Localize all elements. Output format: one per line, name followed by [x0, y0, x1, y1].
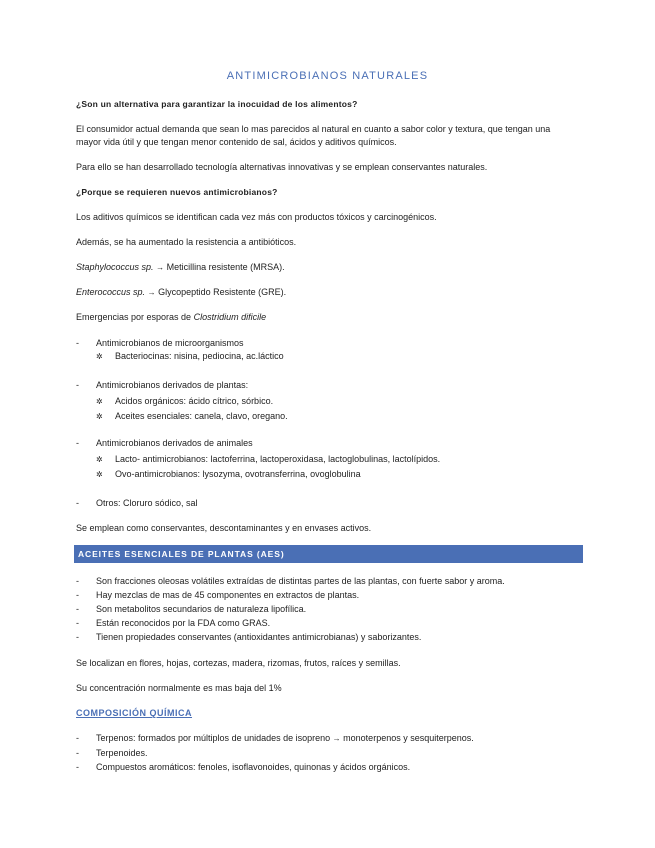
paragraph-additives: Los aditivos químicos se identifican cada vez más con productos tóxicos y carcinogénicos.: [76, 212, 437, 222]
star-bullet-icon: ✲: [96, 470, 103, 479]
star-bullet-icon: ✲: [96, 412, 103, 421]
line-clostridium: [76, 311, 266, 324]
list-item: Lacto- antimicrobianos: lactoferrina, lactoperoxidasa, lactoglobulinas, lactolípidos.: [115, 454, 441, 464]
list-head-animals: Antimicrobianos derivados de animales: [96, 438, 253, 448]
arrow-icon: →: [332, 734, 341, 743]
list-item: Bacteriocinas: nisina, pediocina, ac.láctico: [115, 351, 284, 361]
species-enterococcus: Enterococcus sp.: [76, 287, 146, 297]
section-heading-composition: COMPOSICIÓN QUÍMICA: [76, 708, 193, 718]
document-title: ANTIMICROBIANOS NATURALES: [226, 70, 429, 82]
paragraph-resistance: Además, se ha aumentado la resistencia a antibióticos.: [76, 237, 297, 247]
list-item: Acidos orgánicos: ácido cítrico, sórbico.: [115, 396, 274, 406]
paragraph-concentration: Su concentración normalmente es mas baja del 1%: [76, 683, 282, 693]
star-bullet-icon: ✲: [96, 352, 103, 361]
list-head-others: Otros: Cloruro sódico, sal: [96, 498, 198, 508]
line-enterococcus: [76, 286, 286, 299]
line-staphylococcus: [76, 261, 285, 274]
dash-bullet: -: [76, 604, 79, 614]
dash-bullet: -: [76, 338, 79, 348]
terpenos-result: monoterpenos y sesquiterpenos.: [343, 733, 474, 743]
species-clostridium: Clostridium dificile: [193, 312, 267, 322]
dash-bullet: -: [76, 576, 79, 586]
species-staphylococcus: Staphylococcus sp.: [76, 262, 154, 272]
composition-item-terpenos: [96, 732, 474, 745]
emergencias-text: Emergencias por esporas de: [76, 312, 192, 322]
section-band-aes: ACEITES ESENCIALES DE PLANTAS (AES): [74, 545, 583, 563]
dash-bullet: -: [76, 438, 79, 448]
star-bullet-icon: ✲: [96, 455, 103, 464]
dash-bullet: -: [76, 380, 79, 390]
aes-list-item: Tienen propiedades conservantes (antioxidantes antimicrobianas) y saborizantes.: [96, 632, 422, 642]
aes-list-item: Están reconocidos por la FDA como GRAS.: [96, 618, 271, 628]
list-item: Aceites esenciales: canela, clavo, oregano.: [115, 411, 288, 421]
dash-bullet: -: [76, 618, 79, 628]
dash-bullet: -: [76, 590, 79, 600]
aes-list-item: Hay mezclas de mas de 45 componentes en extractos de plantas.: [96, 590, 360, 600]
question-heading-1: ¿Son un alternativa para garantizar la inocuidad de los alimentos?: [76, 99, 358, 109]
dash-bullet: -: [76, 762, 79, 772]
star-bullet-icon: ✲: [96, 397, 103, 406]
paragraph-consumer-line1: El consumidor actual demanda que sean lo mas parecidos al natural en cuanto a sabor color y textura, que tengan una: [76, 124, 551, 134]
paragraph-technology: Para ello se han desarrollado tecnología alternativas innovativas y se emplean conservantes naturales.: [76, 162, 488, 172]
composition-item-aromaticos: Compuestos aromáticos: fenoles, isoflavonoides, quinonas y ácidos orgánicos.: [96, 762, 411, 772]
aes-list-item: Son metabolitos secundarios de naturaleza lipofílica.: [96, 604, 307, 614]
paragraph-uses: Se emplean como conservantes, descontaminantes y en envases activos.: [76, 523, 372, 533]
terpenos-text: Terpenos: formados por múltiplos de unidades de isopreno: [96, 733, 331, 743]
question-heading-2: ¿Porque se requieren nuevos antimicrobianos?: [76, 187, 278, 197]
list-head-plants: Antimicrobianos derivados de plantas:: [96, 380, 249, 390]
arrow-icon: →: [147, 288, 156, 297]
arrow-icon: →: [156, 263, 165, 272]
aes-list-item: Son fracciones oleosas volátiles extraídas de distintas partes de las plantas, con fuerte sabor y aroma.: [96, 576, 505, 586]
composition-item-terpenoides: Terpenoides.: [96, 748, 148, 758]
list-head-microorganisms: Antimicrobianos de microorganismos: [96, 338, 244, 348]
paragraph-location: Se localizan en flores, hojas, cortezas, madera, rizomas, frutos, raíces y semillas.: [76, 658, 401, 668]
dash-bullet: -: [76, 632, 79, 642]
list-item: Ovo-antimicrobianos: lysozyma, ovotransferrina, ovoglobulina: [115, 469, 361, 479]
dash-bullet: -: [76, 733, 79, 743]
paragraph-consumer-line2: mayor vida útil y que tengan menor contenido de sal, ácidos y aditivos químicos.: [76, 137, 397, 147]
mrsa-text: Meticillina resistente (MRSA).: [166, 262, 285, 272]
dash-bullet: -: [76, 498, 79, 508]
dash-bullet: -: [76, 748, 79, 758]
gre-text: Glycopeptido Resistente (GRE).: [158, 287, 287, 297]
